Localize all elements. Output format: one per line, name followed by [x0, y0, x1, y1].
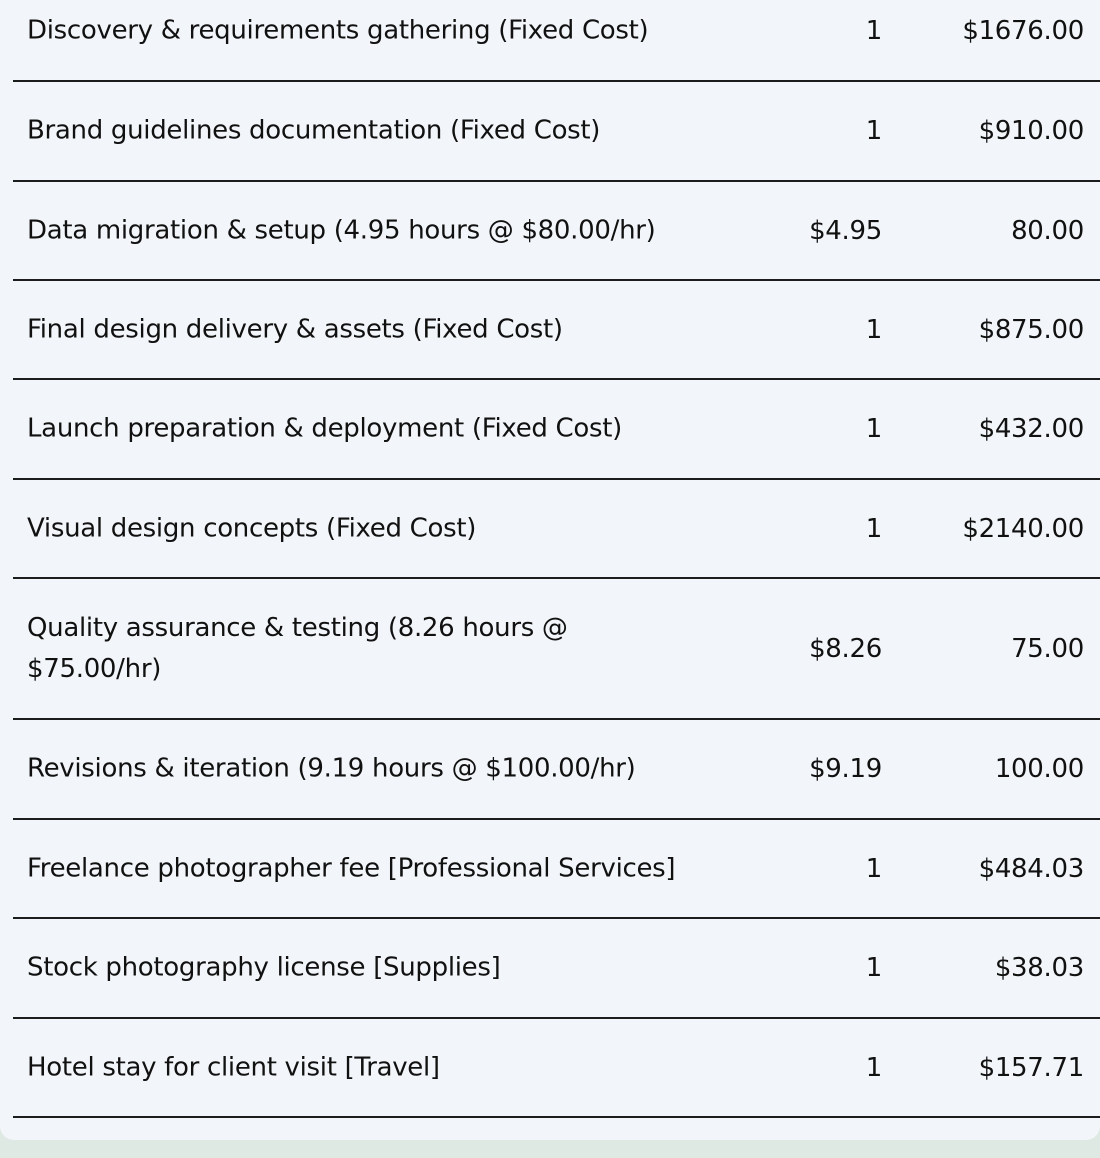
table-row: [13, 380, 1100, 480]
item-amount: 80.00: [1011, 215, 1084, 246]
table-row: [13, 919, 1100, 1019]
table-row: [13, 281, 1100, 380]
table-row: [13, 0, 1100, 82]
item-quantity: 1: [865, 853, 882, 884]
item-amount: $484.03: [978, 853, 1084, 884]
item-description: Freelance photographer fee [Professional Services]: [27, 853, 676, 883]
item-amount: $38.03: [994, 953, 1084, 983]
item-quantity: 1: [865, 314, 882, 345]
item-description: Stock photography license [Supplies]: [27, 952, 501, 983]
item-description: Brand guidelines documentation (Fixed Cost): [27, 115, 601, 146]
item-description: Data migration & setup (4.95 hours @ $80.00/hr): [27, 215, 656, 245]
item-quantity: 1: [865, 16, 882, 46]
table-row: [13, 1019, 1100, 1118]
item-amount: $1676.00: [962, 16, 1084, 46]
item-amount: $432.00: [978, 414, 1084, 444]
item-quantity: 1: [865, 116, 882, 146]
item-description: Final design delivery & assets (Fixed Cost): [27, 314, 563, 344]
table-row: [13, 720, 1100, 820]
table-row: [13, 579, 1100, 720]
item-amount: $2140.00: [962, 513, 1084, 544]
item-quantity: $8.26: [809, 633, 882, 664]
item-description: Hotel stay for client visit [Travel]: [27, 1052, 440, 1082]
item-amount: 100.00: [994, 754, 1084, 784]
item-amount: 75.00: [1011, 633, 1084, 664]
table-row: [13, 820, 1100, 919]
item-description: Quality assurance & testing (8.26 hours @ $75.00/hr): [27, 612, 568, 684]
item-quantity: 1: [865, 1052, 882, 1083]
table-row: [13, 182, 1100, 281]
item-quantity: 1: [865, 953, 882, 983]
item-quantity: $4.95: [809, 215, 882, 246]
item-description: Discovery & requirements gathering (Fixed Cost): [27, 15, 649, 46]
table-row: [13, 82, 1100, 182]
item-description: Visual design concepts (Fixed Cost): [27, 513, 477, 543]
item-quantity: 1: [865, 513, 882, 544]
item-amount: $157.71: [978, 1052, 1084, 1083]
item-amount: $875.00: [978, 314, 1084, 345]
item-amount: $910.00: [978, 116, 1084, 146]
item-quantity: $9.19: [809, 754, 882, 784]
table-row: [13, 480, 1100, 579]
item-description: Revisions & iteration (9.19 hours @ $100.00/hr): [27, 753, 636, 784]
item-quantity: 1: [865, 414, 882, 444]
item-description: Launch preparation & deployment (Fixed Cost): [27, 413, 623, 444]
